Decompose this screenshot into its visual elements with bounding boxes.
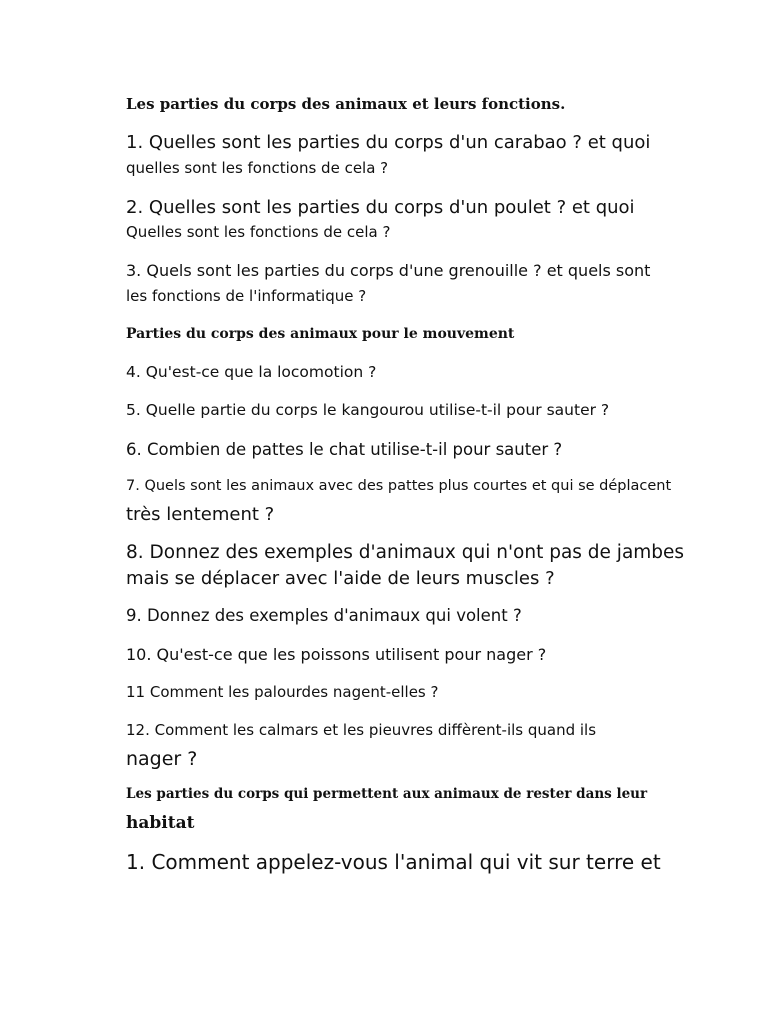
question-11: 11 Comment les palourdes nagent-elles ?: [126, 683, 439, 701]
question-3-line-1: 3. Quels sont les parties du corps d'une grenouille ? et quels sont: [126, 261, 651, 280]
section-heading-habitat-line-1: Les parties du corps qui permettent aux animaux de rester dans leur: [126, 786, 648, 802]
question-6: 6. Combien de pattes le chat utilise-t-il pour sauter ?: [126, 440, 563, 459]
question-8-line-2: mais se déplacer avec l'aide de leurs muscles ?: [126, 568, 555, 589]
question-8-line-1: 8. Donnez des exemples d'animaux qui n'ont pas de jambes: [126, 542, 685, 563]
section-heading-habitat-line-2: habitat: [126, 813, 195, 833]
question-2-line-2: Quelles sont les fonctions de cela ?: [126, 223, 391, 241]
question-13: 1. Comment appelez-vous l'animal qui vit sur terre et: [126, 850, 661, 874]
question-12-line-2: nager ?: [126, 748, 198, 770]
question-2-line-1: 2. Quelles sont les parties du corps d'un poulet ? et quoi: [126, 197, 635, 218]
question-4: 4. Qu'est-ce que la locomotion ?: [126, 363, 377, 381]
question-9: 9. Donnez des exemples d'animaux qui volent ?: [126, 606, 522, 625]
question-5: 5. Quelle partie du corps le kangourou utilise-t-il pour sauter ?: [126, 401, 610, 419]
question-12-line-1: 12. Comment les calmars et les pieuvres diffèrent-ils quand ils: [126, 721, 597, 739]
question-10: 10. Qu'est-ce que les poissons utilisent pour nager ?: [126, 645, 547, 664]
question-7-line-2: très lentement ?: [126, 504, 275, 525]
section-heading-movement: Parties du corps des animaux pour le mouvement: [126, 326, 515, 342]
question-1-line-1: 1. Quelles sont les parties du corps d'un carabao ? et quoi: [126, 132, 651, 153]
question-1-line-2: quelles sont les fonctions de cela ?: [126, 159, 389, 177]
document-title: Les parties du corps des animaux et leurs fonctions.: [126, 95, 566, 113]
question-7-line-1: 7. Quels sont les animaux avec des pattes plus courtes et qui se déplacent: [126, 478, 672, 494]
question-3-line-2: les fonctions de l'informatique ?: [126, 287, 367, 305]
